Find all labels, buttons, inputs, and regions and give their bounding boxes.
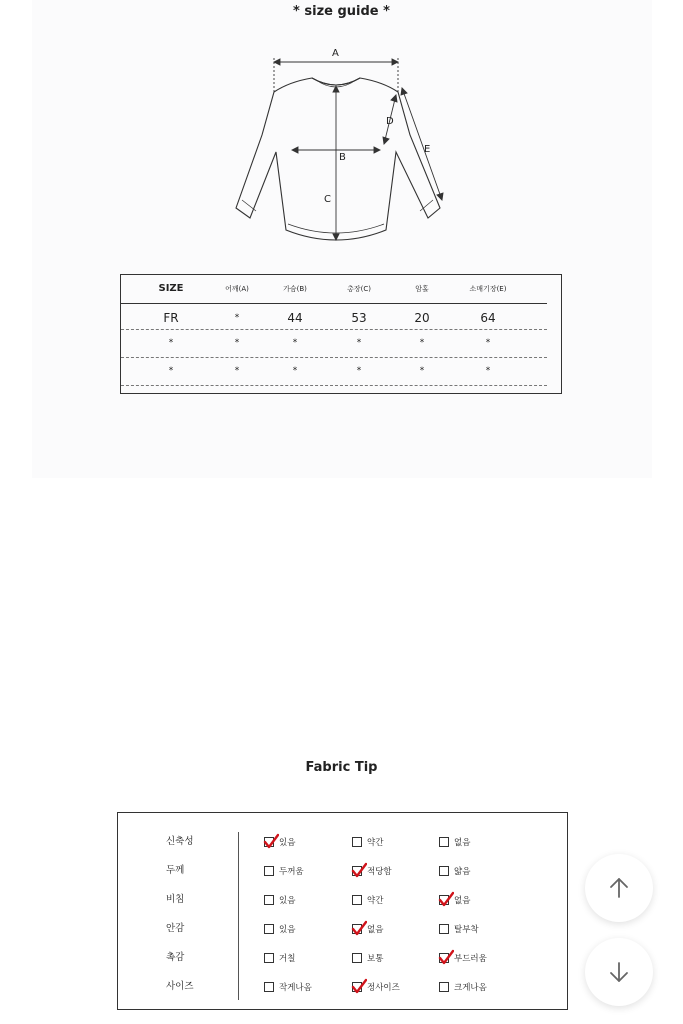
row1-length: 53	[351, 311, 367, 325]
fabric-option-label: 없음	[454, 896, 471, 906]
fabric-option	[264, 863, 304, 879]
row3-chest: *	[292, 366, 298, 376]
checkmark-icon	[351, 978, 367, 994]
shoulder-header: 어깨(A)	[225, 285, 249, 293]
fabric-row	[118, 863, 567, 879]
row2-length: *	[356, 338, 362, 348]
category-divider	[238, 832, 239, 1000]
checkmark-icon	[351, 862, 367, 878]
checkbox	[264, 895, 274, 905]
fabric-option	[439, 863, 470, 879]
fabric-option	[264, 979, 312, 995]
fabric-option-label: 정사이즈	[367, 983, 400, 993]
checkbox-checked	[439, 953, 449, 963]
checkbox	[264, 982, 274, 992]
fabric-option	[352, 863, 392, 879]
fabric-row	[118, 950, 567, 966]
checkbox	[352, 837, 362, 847]
fabric-category: 비침	[166, 894, 185, 905]
row-divider	[121, 357, 547, 358]
fabric-tip-table	[117, 812, 568, 1010]
checkbox-checked	[439, 895, 449, 905]
fabric-option-label: 보통	[367, 954, 384, 964]
checkmark-icon	[351, 920, 367, 936]
fabric-option	[264, 892, 295, 908]
chest-header: 가슴(B)	[283, 285, 307, 293]
row2-chest: *	[292, 338, 298, 348]
fabric-option	[439, 834, 470, 850]
row3-size: *	[168, 366, 174, 376]
label-c: C	[324, 194, 331, 205]
row1-chest: 44	[287, 311, 303, 325]
checkbox	[352, 895, 362, 905]
fabric-option-label: 없음	[454, 838, 471, 848]
fabric-option	[352, 921, 383, 937]
fabric-option	[264, 834, 295, 850]
fabric-option	[439, 979, 487, 995]
checkbox-checked	[352, 924, 362, 934]
length-header: 총장(C)	[347, 285, 371, 293]
checkmark-icon	[263, 833, 279, 849]
row3-armhole: *	[419, 366, 425, 376]
row2-size: *	[168, 338, 174, 348]
fabric-option	[352, 950, 383, 966]
fabric-option	[264, 950, 295, 966]
fabric-option-label: 적당함	[367, 867, 392, 877]
scroll-down-button[interactable]	[585, 938, 653, 1006]
checkbox-checked	[264, 837, 274, 847]
row-divider	[121, 385, 547, 386]
fabric-row	[118, 979, 567, 995]
label-b: B	[339, 152, 346, 163]
header-divider	[121, 303, 547, 304]
fabric-category: 두께	[166, 865, 185, 876]
fabric-row	[118, 921, 567, 937]
armhole-header: 암홀	[415, 285, 429, 293]
row2-sleeve: *	[485, 338, 491, 348]
fabric-option-label: 얇음	[454, 867, 471, 877]
checkbox	[439, 837, 449, 847]
fabric-option-label: 크게나옴	[454, 983, 487, 993]
arrow-down-icon	[606, 959, 632, 985]
checkbox	[264, 924, 274, 934]
checkbox	[352, 953, 362, 963]
fabric-option-label: 약간	[367, 838, 384, 848]
size-guide-title: * size guide *	[293, 4, 390, 19]
fabric-tip-title: Fabric Tip	[305, 760, 378, 775]
fabric-option	[439, 921, 479, 937]
checkbox	[264, 953, 274, 963]
fabric-option	[439, 950, 487, 966]
checkbox-checked	[352, 982, 362, 992]
row3-shoulder: *	[234, 366, 240, 376]
row-divider	[121, 329, 547, 330]
row3-length: *	[356, 366, 362, 376]
checkbox	[439, 866, 449, 876]
checkbox	[439, 924, 449, 934]
label-e: E	[424, 144, 431, 155]
checkbox	[264, 866, 274, 876]
fabric-option	[439, 892, 470, 908]
fabric-row	[118, 834, 567, 850]
arrow-up-icon	[606, 875, 632, 901]
fabric-option	[352, 979, 400, 995]
fabric-option-label: 있음	[279, 838, 296, 848]
checkbox-checked	[352, 866, 362, 876]
sweater-diagram	[228, 40, 458, 245]
row1-armhole: 20	[414, 311, 430, 325]
row2-armhole: *	[419, 338, 425, 348]
size-header: SIZE	[158, 283, 184, 294]
fabric-option-label: 없음	[367, 925, 384, 935]
fabric-option	[352, 892, 383, 908]
fabric-option-label: 작게나옴	[279, 983, 312, 993]
row3-sleeve: *	[485, 366, 491, 376]
fabric-option-label: 있음	[279, 896, 296, 906]
size-table	[120, 274, 562, 394]
checkmark-icon	[438, 891, 454, 907]
row1-size: FR	[163, 311, 179, 325]
sleeve-header: 소매기장(E)	[469, 285, 507, 293]
fabric-option-label: 부드러움	[454, 954, 487, 964]
fabric-row	[118, 892, 567, 908]
fabric-category: 촉감	[166, 952, 185, 963]
label-a: A	[332, 48, 339, 59]
fabric-option-label: 있음	[279, 925, 296, 935]
fabric-category: 신축성	[166, 836, 194, 847]
row1-sleeve: 64	[480, 311, 496, 325]
fabric-option-label: 약간	[367, 896, 384, 906]
fabric-option	[352, 834, 383, 850]
row1-shoulder: *	[234, 313, 240, 323]
fabric-category: 사이즈	[166, 981, 194, 992]
fabric-option	[264, 921, 295, 937]
fabric-option-label: 거칠	[279, 954, 296, 964]
checkbox	[439, 982, 449, 992]
row2-shoulder: *	[234, 338, 240, 348]
fabric-category: 안감	[166, 923, 185, 934]
fabric-option-label: 탈부착	[454, 925, 479, 935]
checkmark-icon	[438, 949, 454, 965]
scroll-up-button[interactable]	[585, 854, 653, 922]
label-d: D	[386, 116, 394, 127]
fabric-option-label: 두꺼움	[279, 867, 304, 877]
